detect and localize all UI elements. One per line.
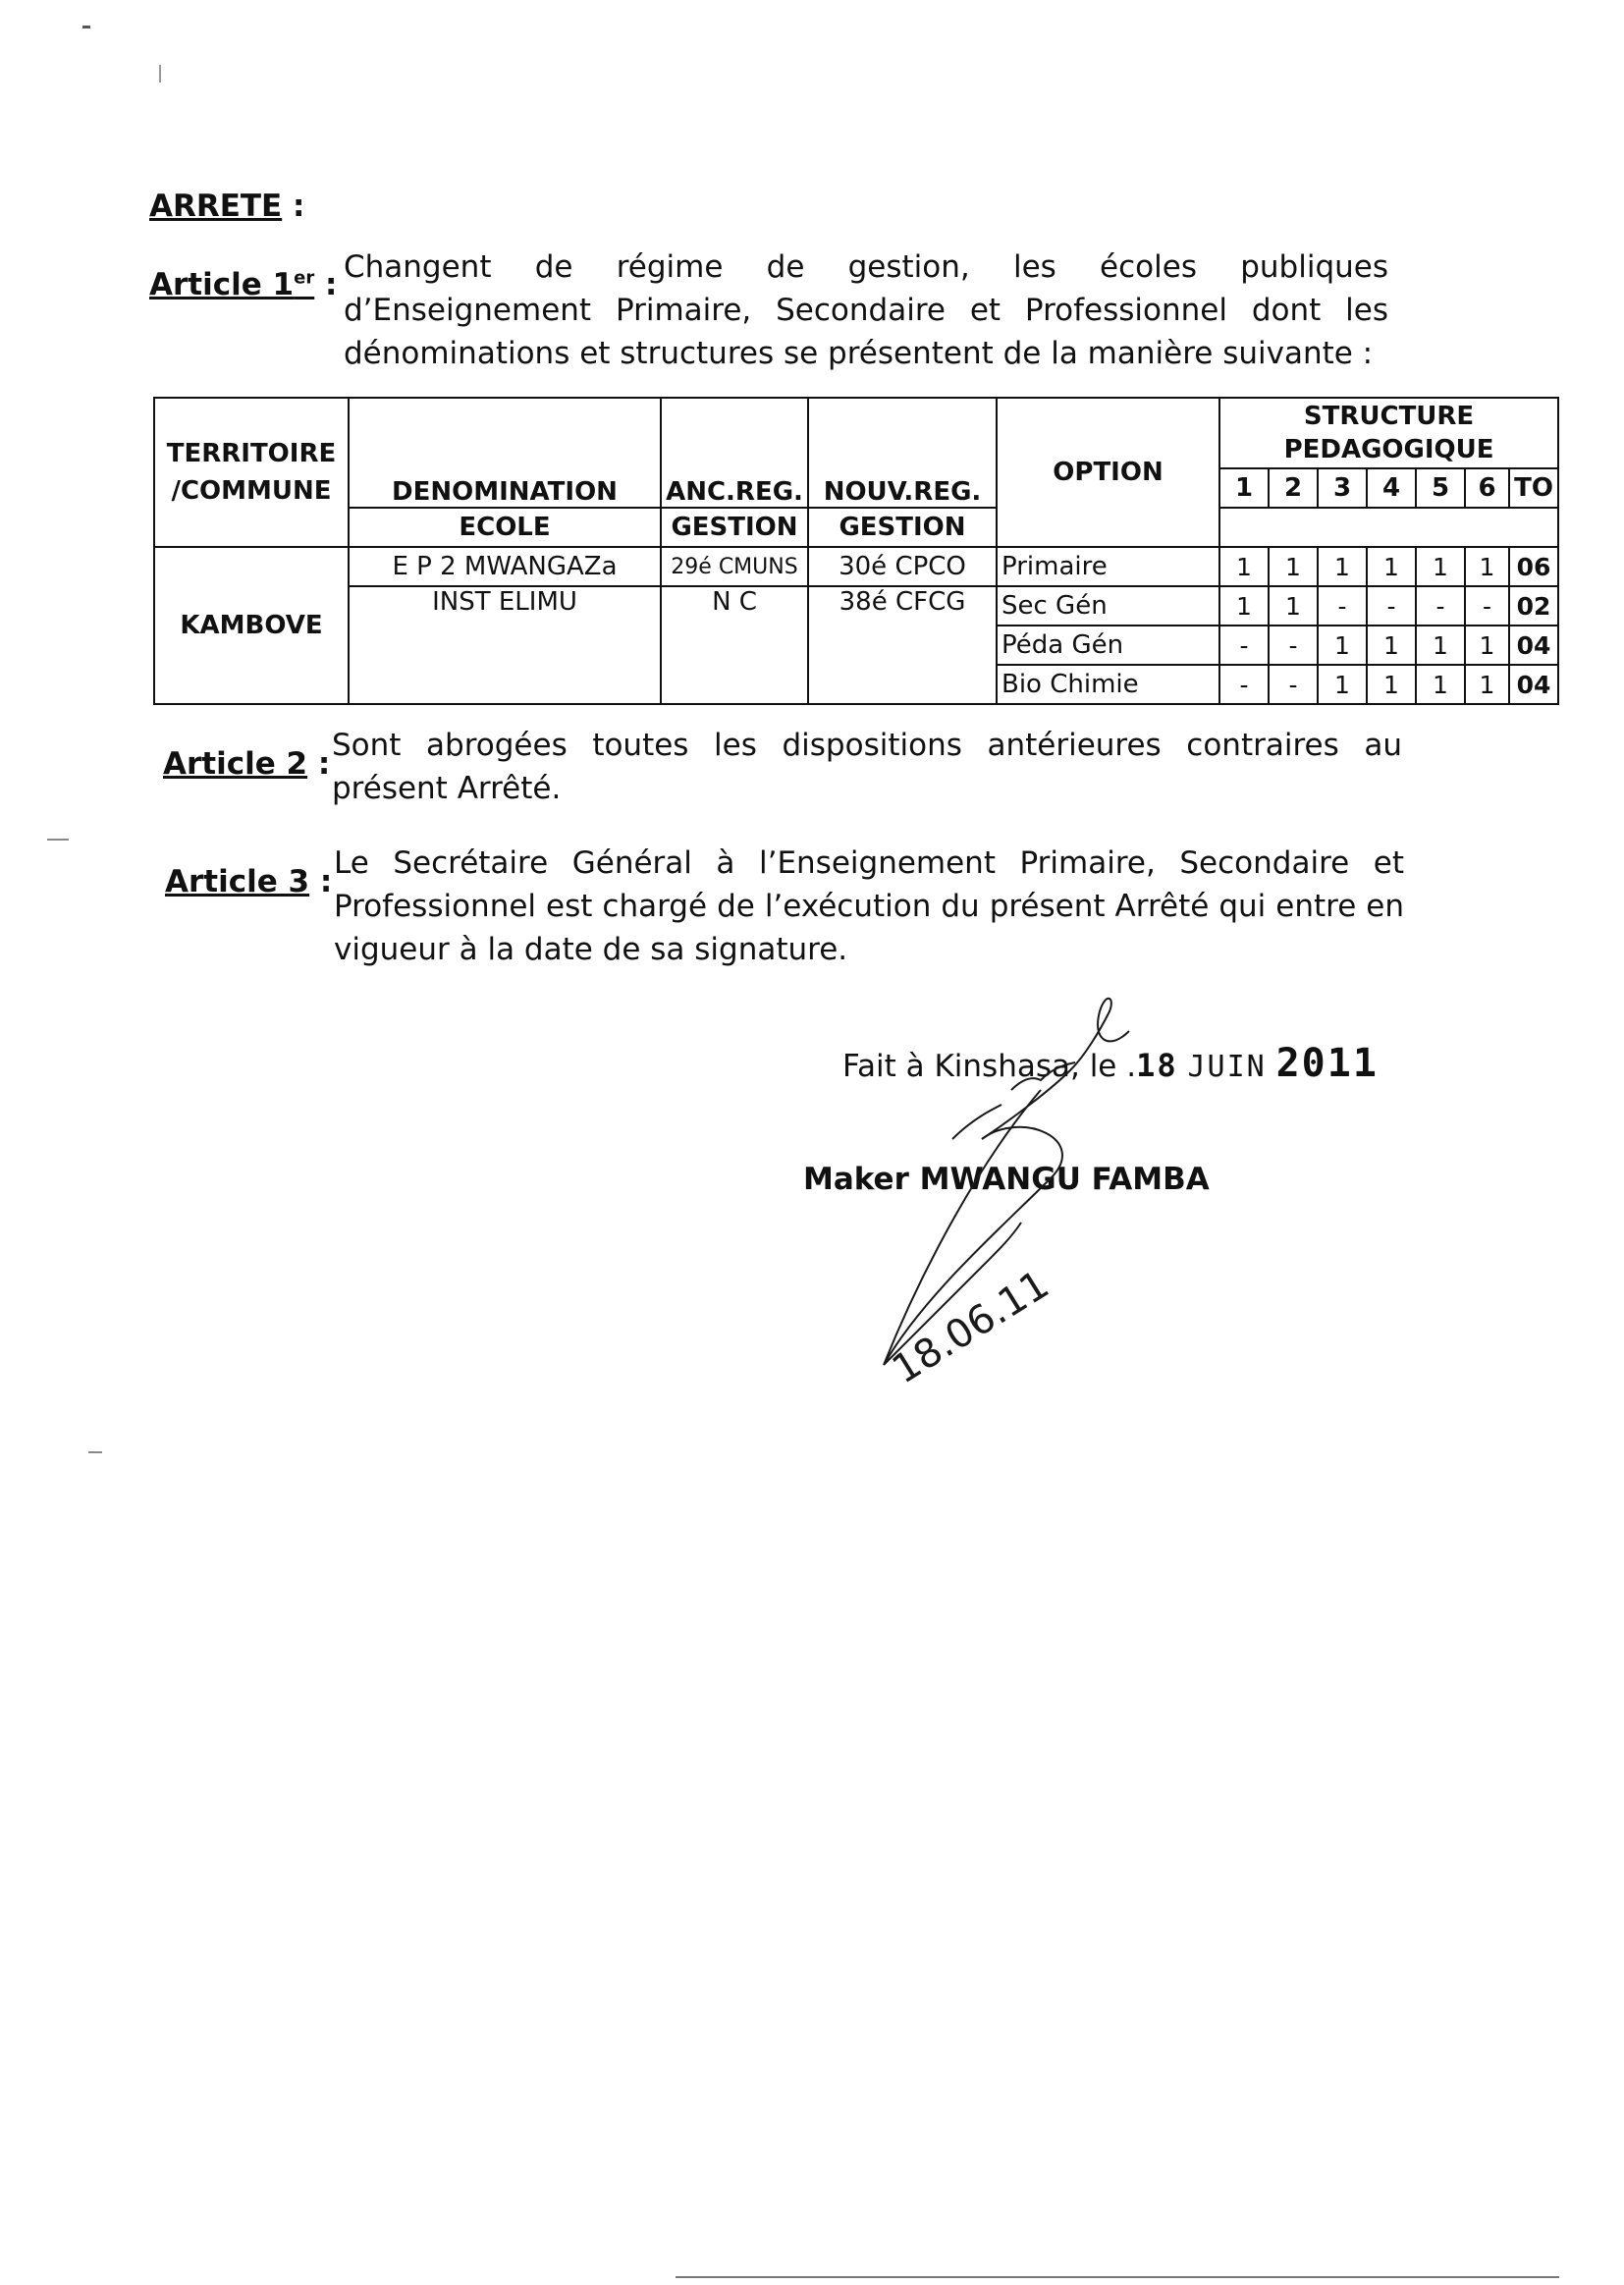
article-2-label-text: Article 2 — [163, 746, 308, 782]
article-3-text — [334, 842, 1404, 971]
table-header-row-1 — [154, 398, 1558, 468]
structure-col-3: 3 — [1318, 468, 1367, 508]
structure-cell: 1 — [1416, 547, 1465, 586]
scan-speck — [47, 839, 69, 841]
structure-cell: - — [1367, 586, 1416, 626]
col-territoire-header: TERRITOIRE /COMMUNE — [154, 398, 349, 547]
school-denomination-cell: E P 2 MWANGAZa — [349, 547, 661, 586]
signatory-name: Maker MWANGU FAMBA — [803, 1162, 1210, 1197]
structure-cell: 1 — [1465, 626, 1509, 665]
structure-cell: 1 — [1416, 665, 1465, 704]
scan-speck — [159, 65, 161, 82]
school-anc-reg-cell: N C — [661, 586, 808, 704]
structure-cell: - — [1416, 586, 1465, 626]
school-nouv-reg-cell: 30é CPCO — [808, 547, 997, 586]
structure-cell: 1 — [1318, 626, 1367, 665]
date-month-stamp: JUIN — [1187, 1050, 1267, 1084]
structure-cell: 1 — [1367, 547, 1416, 586]
date-year-stamp: 2011 — [1275, 1041, 1379, 1086]
col-nouv-reg-header: NOUV.REG. — [808, 398, 997, 508]
structure-cell: - — [1269, 665, 1318, 704]
structure-cell: 1 — [1269, 547, 1318, 586]
structure-cell: 1 — [1219, 586, 1269, 626]
structure-cell: 1 — [1367, 626, 1416, 665]
option-cell: Sec Gén — [997, 586, 1219, 626]
handwritten-signature — [864, 972, 1218, 1404]
col-anc-gestion-header: GESTION — [661, 508, 808, 547]
structure-cell: 1 — [1219, 547, 1269, 586]
col-denomination-header: DENOMINATION — [349, 398, 661, 508]
place-prefix: Fait à Kinshasa, le . — [842, 1049, 1137, 1084]
structure-col-1: 1 — [1219, 468, 1269, 508]
decree-heading-text: ARRETE — [149, 189, 283, 224]
article-1-label-colon: : — [314, 267, 338, 302]
total-cell: 04 — [1509, 665, 1558, 704]
structure-cell: 1 — [1367, 665, 1416, 704]
article-1-label-sup: er — [294, 267, 315, 289]
article-3-paragraph: Le Secrétaire Général à l’Enseignement Primaire, Secondaire et Professionnel est chargé de l’exécution du présent Arrêté qui entre en vigueur à la date de sa signature. — [334, 845, 1404, 967]
structure-cell: - — [1219, 626, 1269, 665]
structure-cell: - — [1318, 586, 1367, 626]
handwritten-date: 18.06.11 — [884, 1262, 1057, 1393]
structure-cell: - — [1219, 665, 1269, 704]
structure-col-2: 2 — [1269, 468, 1318, 508]
structure-cell: 1 — [1269, 586, 1318, 626]
total-cell: 06 — [1509, 547, 1558, 586]
table-row — [154, 586, 1558, 626]
article-2-label-colon: : — [307, 746, 331, 782]
article-3-label-colon: : — [309, 864, 333, 899]
date-day-stamp: 18 — [1136, 1047, 1178, 1084]
structure-cell: 1 — [1465, 547, 1509, 586]
option-cell: Primaire — [997, 547, 1219, 586]
total-cell: 02 — [1509, 586, 1558, 626]
table-row — [154, 547, 1558, 586]
article-1-label-text: Article 1 — [149, 267, 295, 302]
structure-blank-cell — [1219, 508, 1558, 547]
structure-cell: 1 — [1416, 626, 1465, 665]
scan-speck — [676, 2276, 1559, 2278]
structure-cell: 1 — [1318, 547, 1367, 586]
structure-cell: 1 — [1318, 665, 1367, 704]
structure-col-5: 5 — [1416, 468, 1465, 508]
structure-cell: - — [1465, 586, 1509, 626]
territoire-cell: KAMBOVE — [154, 547, 349, 704]
article-3-label — [165, 864, 332, 899]
article-1-label — [149, 267, 337, 302]
structure-cell: 1 — [1465, 665, 1509, 704]
decree-heading — [149, 189, 304, 224]
col-option-header: OPTION — [997, 398, 1219, 547]
structure-col-total: TO — [1509, 468, 1558, 508]
article-1-paragraph: Changent de régime de gestion, les écoles publiques d’Enseignement Primaire, Secondaire et Professionnel dont les dénominations et structures se présentent de la manière suivante : — [344, 249, 1388, 371]
scan-speck — [88, 1451, 102, 1453]
option-cell: Péda Gén — [997, 626, 1219, 665]
school-denomination-cell: INST ELIMU — [349, 586, 661, 704]
school-anc-reg-cell: 29é CMUNS — [661, 547, 808, 586]
decree-heading-colon: : — [282, 189, 305, 224]
article-2-label — [163, 746, 330, 782]
table-header-row-3 — [154, 508, 1558, 547]
col-anc-reg-header: ANC.REG. — [661, 398, 808, 508]
col-ecole-header: ECOLE — [349, 508, 661, 547]
school-structure-table — [153, 397, 1559, 705]
structure-col-6: 6 — [1465, 468, 1509, 508]
total-cell: 04 — [1509, 626, 1558, 665]
structure-cell: - — [1269, 626, 1318, 665]
col-nouv-gestion-header: GESTION — [808, 508, 997, 547]
structure-col-4: 4 — [1367, 468, 1416, 508]
article-2-paragraph: Sont abrogées toutes les dispositions antérieures contraires au présent Arrêté. — [332, 728, 1402, 806]
article-3-label-text: Article 3 — [165, 864, 310, 899]
school-nouv-reg-cell: 38é CFCG — [808, 586, 997, 704]
col-structure-header: STRUCTURE PEDAGOGIQUE — [1219, 398, 1558, 468]
option-cell: Bio Chimie — [997, 665, 1219, 704]
article-1-text — [344, 245, 1388, 375]
scan-speck — [82, 26, 90, 28]
article-2-text — [332, 724, 1402, 810]
